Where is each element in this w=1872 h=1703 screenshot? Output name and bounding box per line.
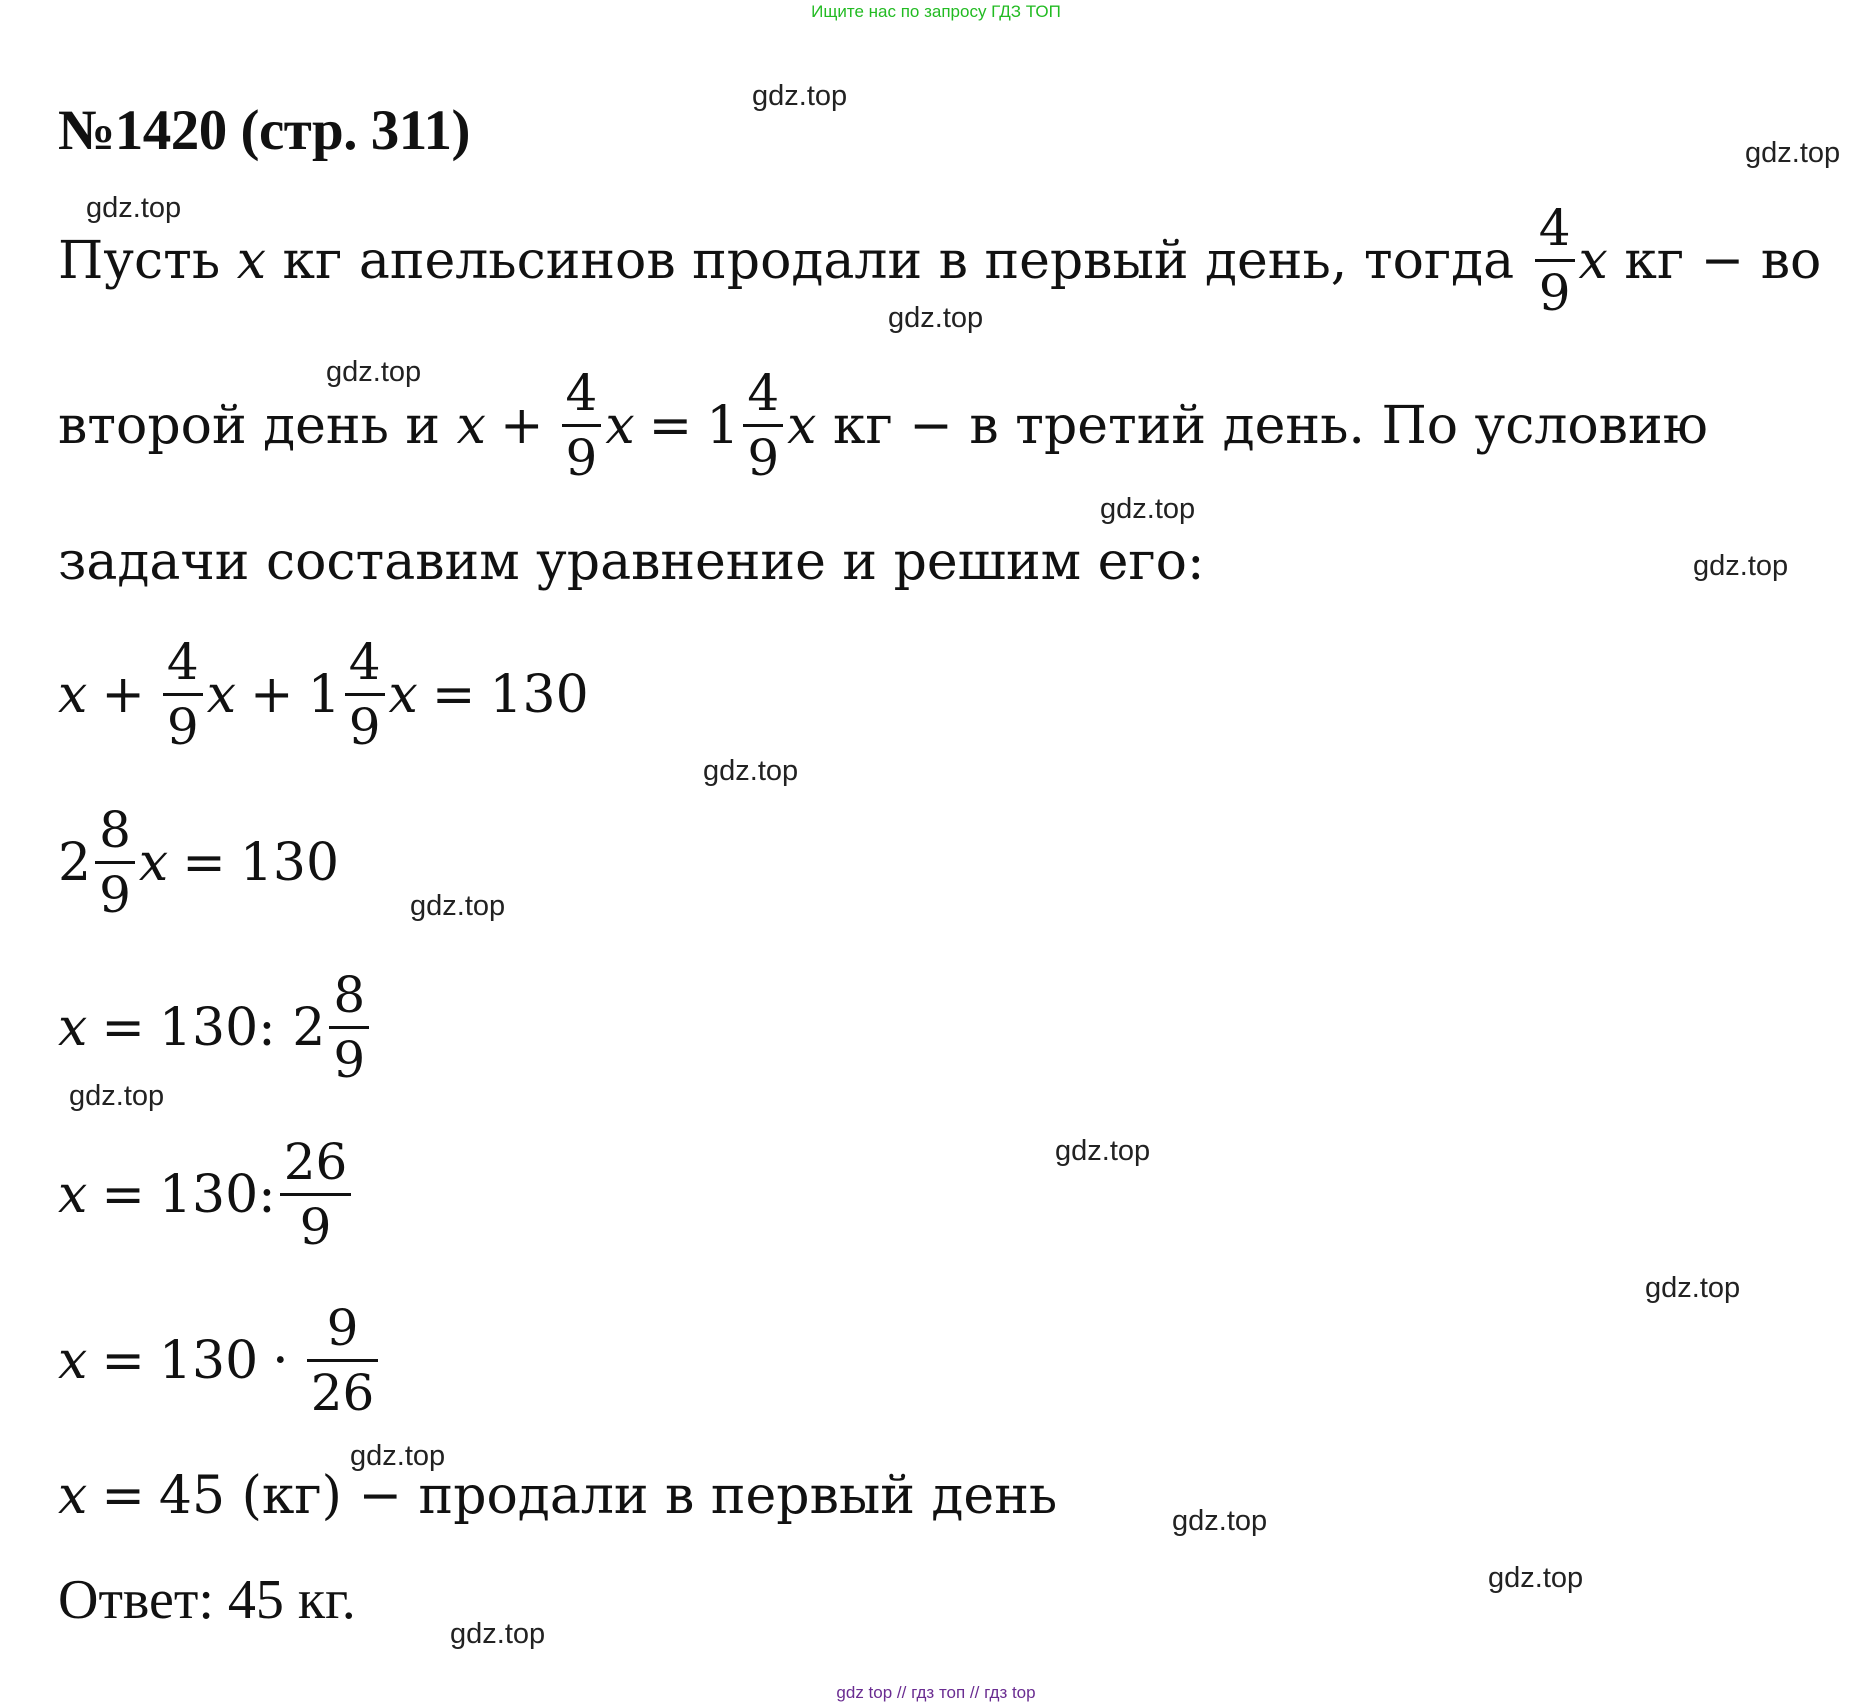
var-x: x — [58, 1466, 88, 1526]
text: задачи составим уравнение и решим его: — [58, 532, 1205, 592]
equals-sign: = — [101, 1330, 145, 1391]
var-x: x — [1578, 230, 1608, 291]
equals-sign: = — [431, 664, 476, 725]
fraction-4-9: $\frac{4}{9}$ — [1535, 203, 1575, 318]
watermark: gdz.top — [1172, 1505, 1268, 1537]
number: 2 — [292, 997, 326, 1058]
result-line — [58, 1466, 1058, 1526]
watermark: gdz.top — [1745, 137, 1841, 169]
fraction-8-9: $\frac{8}{9}$ — [329, 970, 369, 1085]
number: 1 — [706, 395, 740, 456]
watermark: gdz.top — [350, 1440, 446, 1472]
watermark: gdz.top — [1100, 493, 1196, 525]
var-x: x — [58, 1330, 88, 1391]
watermark: gdz.top — [326, 356, 422, 388]
equals-sign: = — [101, 1164, 145, 1225]
colon-sign: : — [258, 1164, 276, 1225]
colon-sign: : — [258, 997, 276, 1058]
equation-4 — [58, 1132, 355, 1257]
var-x: x — [58, 997, 88, 1058]
equation-5 — [58, 1298, 382, 1423]
text-line-3 — [58, 532, 1205, 592]
var-x: x — [605, 395, 635, 456]
watermark: gdz.top — [410, 890, 506, 922]
var-x: x — [206, 664, 237, 725]
fraction-26-9: $\frac{26}{9}$ — [280, 1137, 352, 1252]
plus-sign: + — [250, 664, 294, 725]
var-x: x — [236, 230, 267, 291]
var-x: x — [456, 395, 486, 456]
number: 130 — [489, 664, 589, 725]
top-banner: Ищите нас по запросу ГДЗ ТОП — [811, 2, 1061, 21]
number: 130 — [158, 997, 259, 1058]
text: кг апельсинов продали в первый день, тогда — [282, 230, 1515, 291]
equation-3 — [58, 965, 373, 1090]
text-line-2 — [58, 363, 1708, 488]
number: 130 — [158, 1164, 259, 1225]
equals-sign: = — [648, 395, 693, 456]
fraction-8-9: $\frac{8}{9}$ — [95, 805, 135, 920]
watermark: gdz.top — [888, 302, 984, 334]
var-x: x — [58, 664, 88, 725]
text: кг − во — [1624, 230, 1822, 291]
watermark: gdz.top — [752, 80, 848, 112]
number: 2 — [58, 832, 92, 893]
text: кг − в третий день. По условию — [833, 395, 1708, 456]
fraction-4-9: $\frac{4}{9}$ — [163, 637, 203, 752]
equals-sign: = — [101, 997, 145, 1058]
equation-1 — [58, 632, 589, 757]
watermark: gdz.top — [703, 755, 799, 787]
watermark: gdz.top — [1645, 1272, 1741, 1304]
equals-sign: = — [182, 832, 226, 893]
fraction-4-9: $\frac{4}{9}$ — [562, 368, 602, 483]
equals-sign: = — [101, 1466, 145, 1526]
watermark: gdz.top — [1055, 1135, 1151, 1167]
watermark: gdz.top — [1693, 550, 1789, 582]
text: 45 (кг) − продали в первый день — [158, 1466, 1058, 1526]
watermark: gdz.top — [86, 192, 182, 224]
number: 130 — [158, 1330, 259, 1391]
text: второй день и — [58, 395, 441, 456]
plus-sign: + — [101, 664, 145, 725]
watermark: gdz.top — [450, 1618, 546, 1650]
fraction-4-9: $\frac{4}{9}$ — [743, 368, 783, 483]
multiply-dot: · — [272, 1330, 289, 1391]
var-x: x — [787, 395, 817, 456]
fraction-9-26: $\frac{9}{26}$ — [307, 1303, 379, 1418]
equation-2 — [58, 800, 339, 925]
footer: gdz top // гдз топ // гдз top — [836, 1683, 1036, 1702]
var-x: x — [138, 832, 169, 893]
number: 1 — [307, 664, 341, 725]
answer: Ответ: 45 кг. — [58, 1569, 356, 1631]
var-x: x — [388, 664, 418, 725]
number: 130 — [239, 832, 340, 893]
watermark: gdz.top — [1488, 1562, 1584, 1594]
fraction-4-9: $\frac{4}{9}$ — [345, 637, 385, 752]
var-x: x — [58, 1164, 88, 1225]
page-title: №1420 (стр. 311) — [58, 99, 471, 162]
text: Пусть — [58, 230, 221, 291]
text-line-1 — [58, 198, 1821, 323]
watermark: gdz.top — [69, 1080, 165, 1112]
plus-sign: + — [499, 395, 544, 456]
